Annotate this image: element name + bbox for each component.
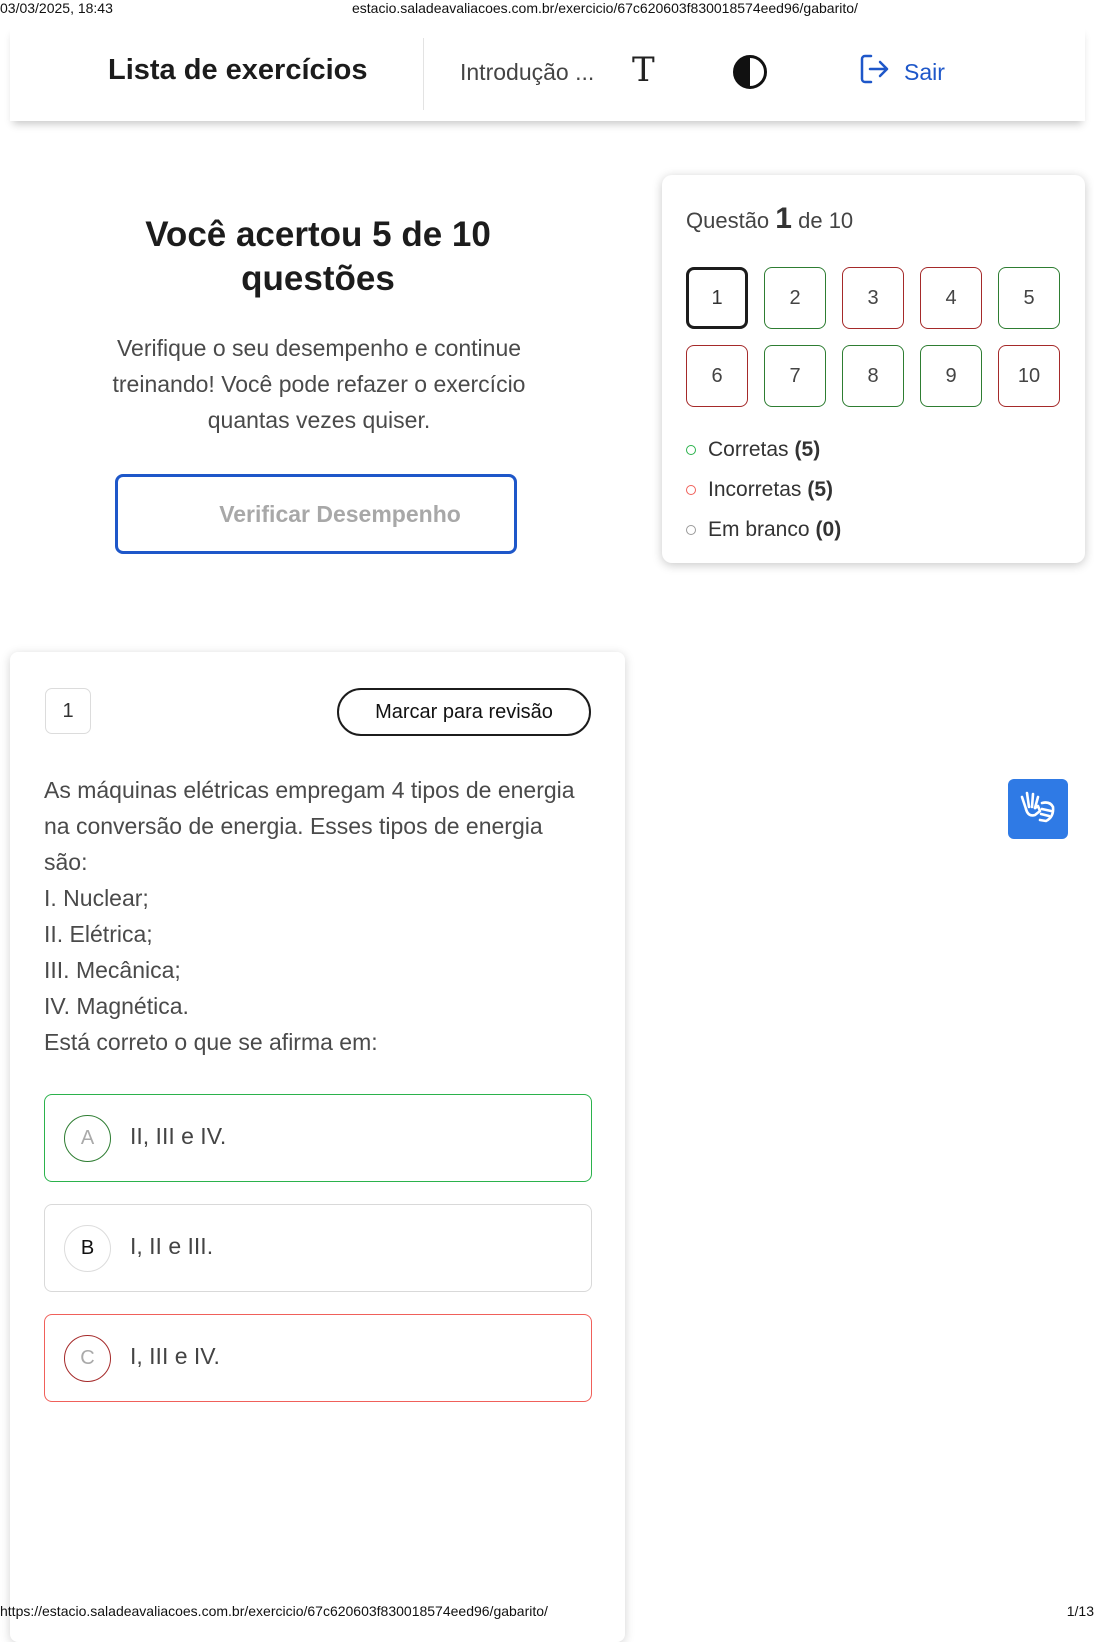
question-nav-button[interactable]: 9 xyxy=(920,345,982,407)
sign-language-icon xyxy=(1018,787,1058,832)
question-counter-current: 1 xyxy=(775,202,792,235)
print-page-number: 1/13 xyxy=(1066,1603,1094,1619)
result-subtitle: Verifique o seu desempenho e continue treinando! Você pode refazer o exercício quantas vezes quiser. xyxy=(112,335,526,433)
legend-count: (5) xyxy=(807,478,834,501)
question-nav-button[interactable]: 2 xyxy=(764,267,826,329)
question-nav-button[interactable]: 7 xyxy=(764,345,826,407)
question-nav-button[interactable]: 3 xyxy=(842,267,904,329)
statement-line: As máquinas elétricas empregam 4 tipos de energia na conversão de energia. Esses tipos de energia são: xyxy=(44,777,575,875)
logout-button[interactable] xyxy=(858,54,945,90)
logout-icon xyxy=(858,52,892,92)
print-url: estacio.saladeavaliacoes.com.br/exercicio/67c620603f830018574eed96/gabarito/ xyxy=(352,0,858,16)
course-name: Introdução ... xyxy=(460,59,595,85)
question-counter xyxy=(686,202,853,236)
question-counter-suffix: de 10 xyxy=(798,208,854,233)
legend-correct xyxy=(686,430,841,470)
question-nav-button[interactable]: 1 xyxy=(686,267,748,329)
alternative-letter: A xyxy=(64,1115,111,1162)
font-size-icon[interactable]: T xyxy=(632,50,655,90)
legend-label: Em branco xyxy=(708,518,810,541)
question-navigator xyxy=(662,175,1085,563)
alternative-b[interactable] xyxy=(44,1204,592,1292)
alternative-letter: C xyxy=(64,1335,111,1382)
logout-label: Sair xyxy=(904,58,945,85)
statement-line: IV. Magnética. xyxy=(44,993,189,1019)
legend xyxy=(686,430,841,550)
verify-performance-button[interactable]: Verificar Desempenho xyxy=(115,474,517,554)
page-title: Lista de exercícios xyxy=(108,54,368,86)
statement-line: I. Nuclear; xyxy=(44,885,149,911)
legend-dot-incorrect xyxy=(686,485,696,495)
top-bar xyxy=(10,26,1085,121)
question-counter-prefix: Questão xyxy=(686,208,770,233)
alternative-text: II, III e IV. xyxy=(130,1123,227,1149)
alternative-letter: B xyxy=(64,1225,111,1272)
print-footer-url: https://estacio.saladeavaliacoes.com.br/exercicio/67c620603f830018574eed96/gabarito/ xyxy=(0,1603,548,1619)
question-nav-button[interactable]: 6 xyxy=(686,345,748,407)
question-number-badge: 1 xyxy=(45,688,91,734)
legend-count: (0) xyxy=(815,518,842,541)
alternative-text: I, III e IV. xyxy=(130,1343,220,1369)
question-nav-button[interactable]: 5 xyxy=(998,267,1060,329)
print-footer xyxy=(0,1601,1094,1623)
alternative-text: I, II e III. xyxy=(130,1233,214,1259)
statement-line: Está correto o que se afirma em: xyxy=(44,1029,378,1055)
question-grid xyxy=(686,267,1060,407)
header-divider xyxy=(423,38,424,110)
result-title: Você acertou 5 de 10 questões xyxy=(145,215,491,298)
legend-dot-correct xyxy=(686,445,696,455)
statement-line: III. Mecânica; xyxy=(44,957,181,983)
mark-for-review-button[interactable]: Marcar para revisão xyxy=(337,688,591,736)
question-statement xyxy=(44,772,584,1060)
legend-dot-blank xyxy=(686,525,696,535)
legend-label: Incorretas xyxy=(708,478,802,501)
contrast-icon[interactable] xyxy=(732,54,768,90)
legend-incorrect xyxy=(686,470,841,510)
question-nav-button[interactable]: 8 xyxy=(842,345,904,407)
legend-count: (5) xyxy=(794,438,821,461)
legend-label: Corretas xyxy=(708,438,789,461)
alternative-a[interactable] xyxy=(44,1094,592,1182)
alternative-c[interactable] xyxy=(44,1314,592,1402)
statement-line: II. Elétrica; xyxy=(44,921,153,947)
question-nav-button[interactable]: 4 xyxy=(920,267,982,329)
question-nav-button[interactable]: 10 xyxy=(998,345,1060,407)
legend-blank xyxy=(686,510,841,550)
sign-language-button[interactable] xyxy=(1008,779,1068,839)
print-datetime: 03/03/2025, 18:43 xyxy=(0,0,113,16)
question-card xyxy=(10,652,625,1642)
print-header xyxy=(0,0,1094,18)
